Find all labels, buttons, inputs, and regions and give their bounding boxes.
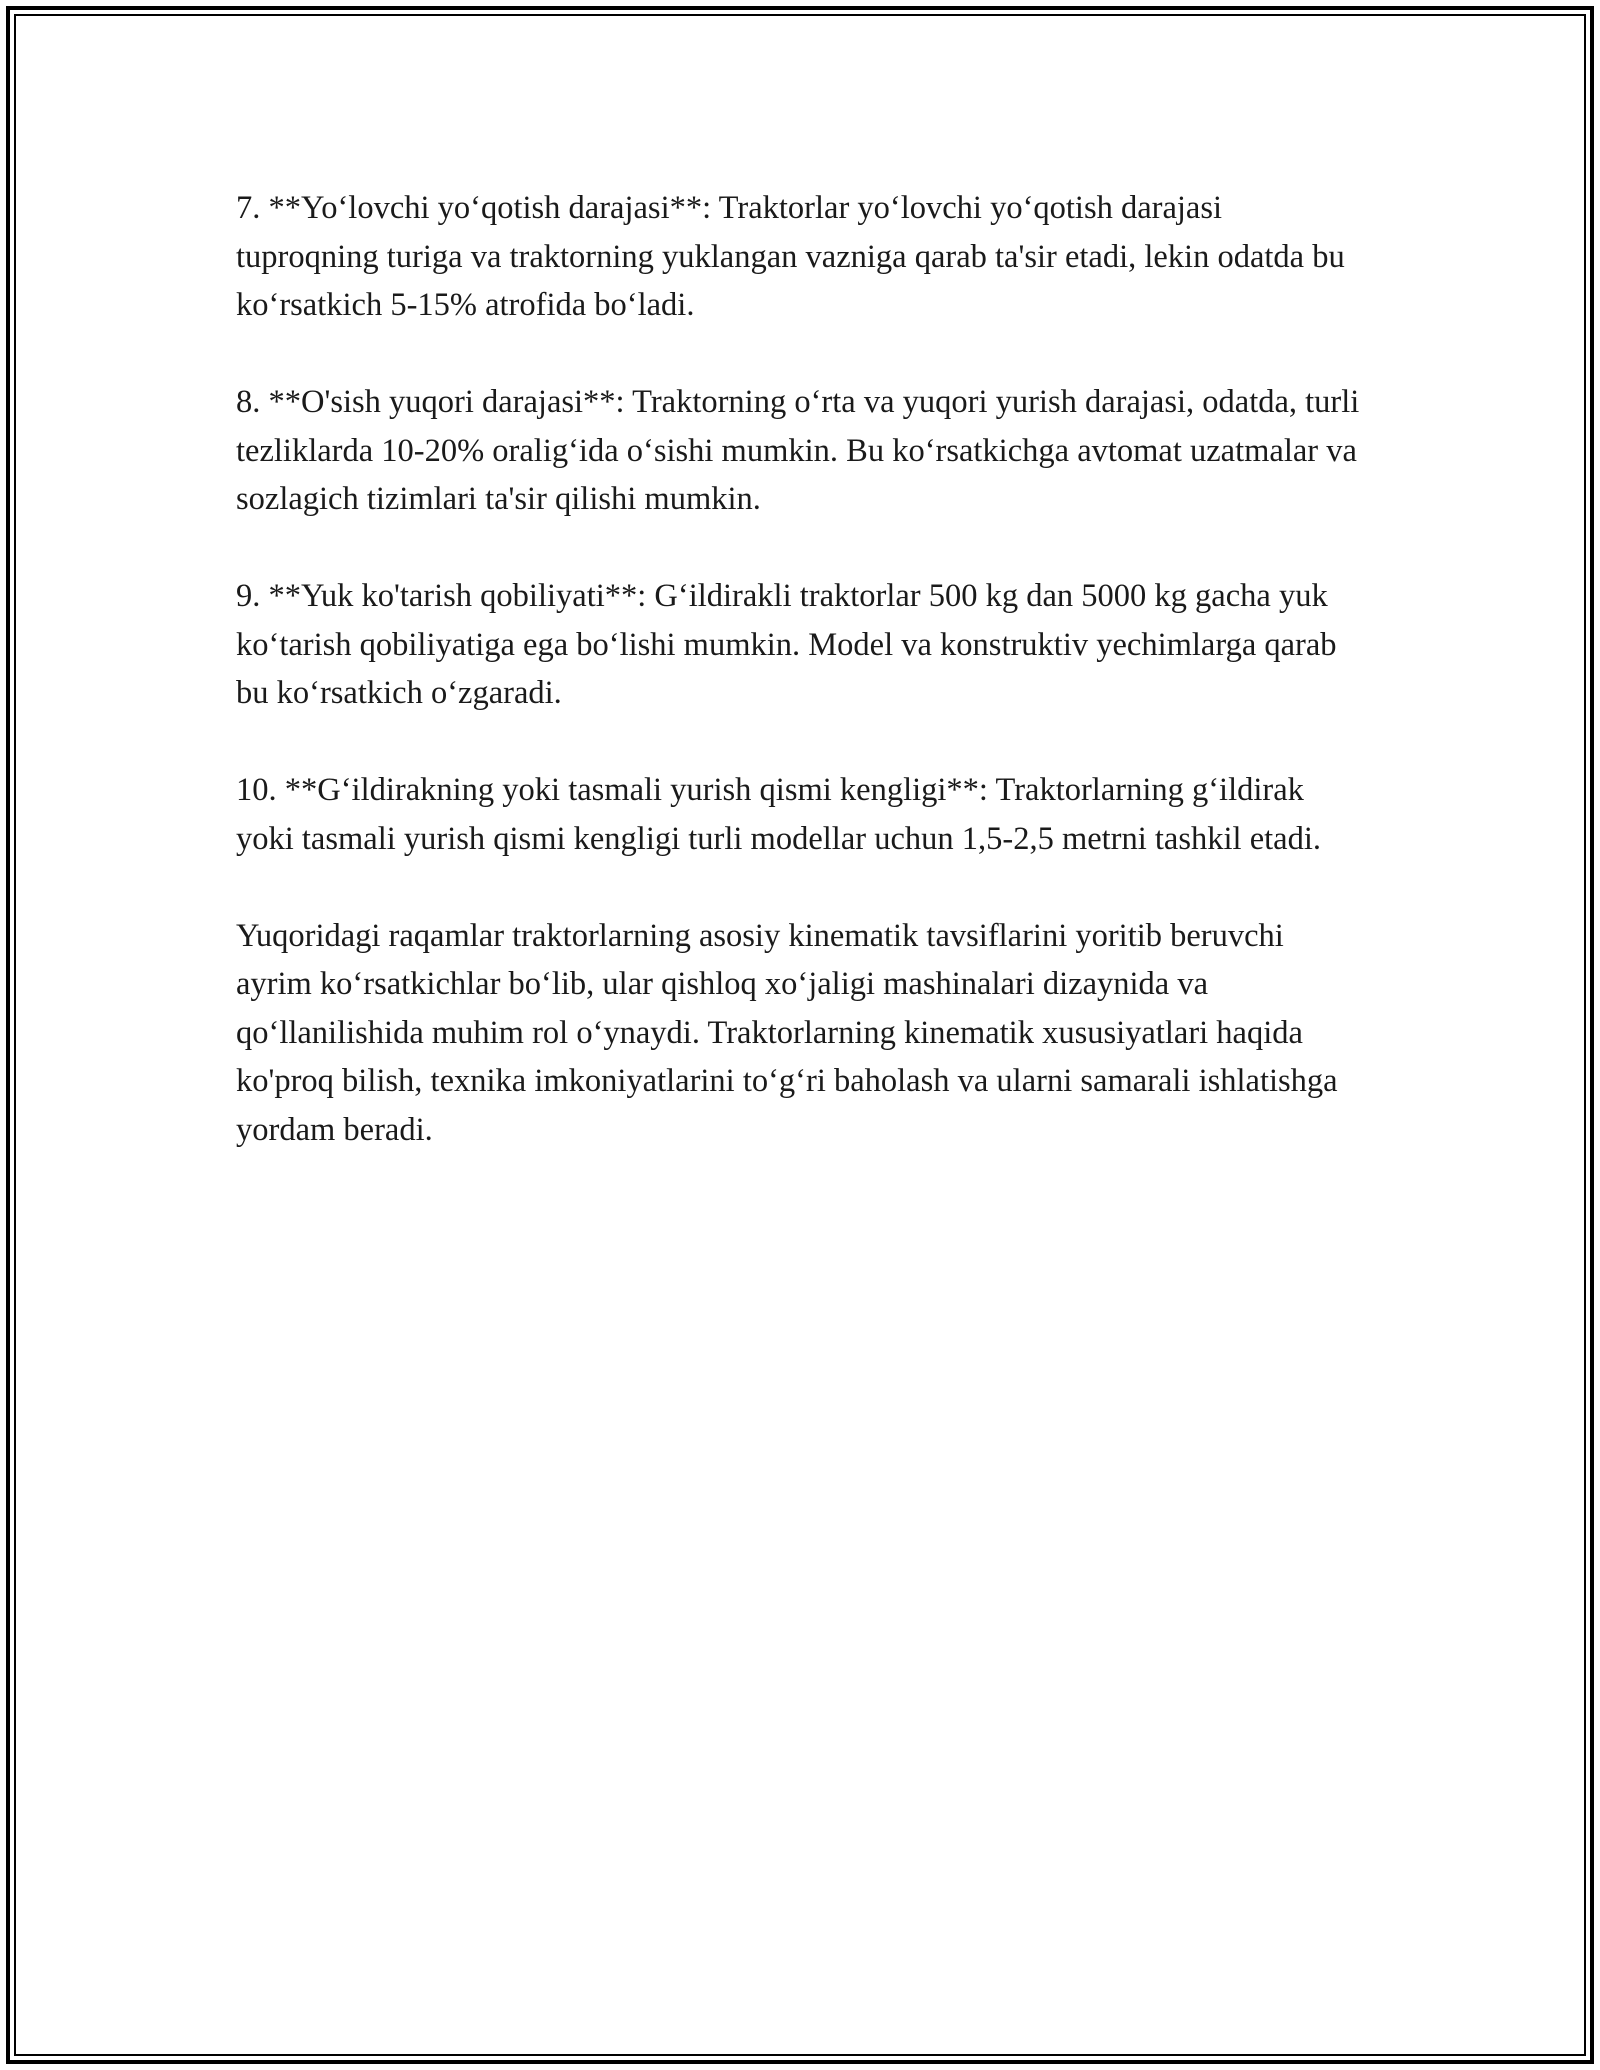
document-body [236, 184, 1366, 1203]
paragraph-conclusion: Yuqoridagi raqamlar traktorlarning asosiy kinematik tavsiflarini yoritib beruvchi ayrim ko‘rsatkichlar bo‘lib, ular qishloq xo‘jaligi mashinalari dizaynida va qo‘llanilishida muhim rol o‘ynaydi. Traktorlarning kinematik xususiyatlari haqida ko'proq bilish, texnika imkoniyatlarini to‘g‘ri baholash va ularni samarali ishlatishga yordam beradi. [236, 917, 1338, 1148]
paragraph-item-7: 7. **Yo‘lovchi yo‘qotish darajasi**: Traktorlar yo‘lovchi yo‘qotish darajasi tuproqning turiga va traktorning yuklangan vazniga qarab ta'sir etadi, lekin odatda bu ko‘rsatkich 5-15% atrofida bo‘ladi. [236, 190, 1345, 323]
paragraph-item-10: 10. **G‘ildirakning yoki tasmali yurish qismi kengligi**: Traktorlarning g‘ildirak yoki tasmali yurish qismi kengligi turli modellar uchun 1,5-2,5 metrni tashkil etadi. [236, 772, 1321, 857]
paragraph-item-9: 9. **Yuk ko'tarish qobiliyati**: G‘ildirakli traktorlar 500 kg dan 5000 kg gacha yuk ko‘tarish qobiliyatiga ega bo‘lishi mumkin. Model va konstruktiv yechimlarga qarab bu ko‘rsatkich o‘zgaradi. [236, 578, 1337, 711]
paragraph-item-8: 8. **O'sish yuqori darajasi**: Traktorning o‘rta va yuqori yurish darajasi, odatda, turli tezliklarda 10-20% oralig‘ida o‘sishi mumkin. Bu ko‘rsatkichga avtomat uzatmalar va sozlagich tizimlari ta'sir qilishi mumkin. [236, 384, 1360, 517]
